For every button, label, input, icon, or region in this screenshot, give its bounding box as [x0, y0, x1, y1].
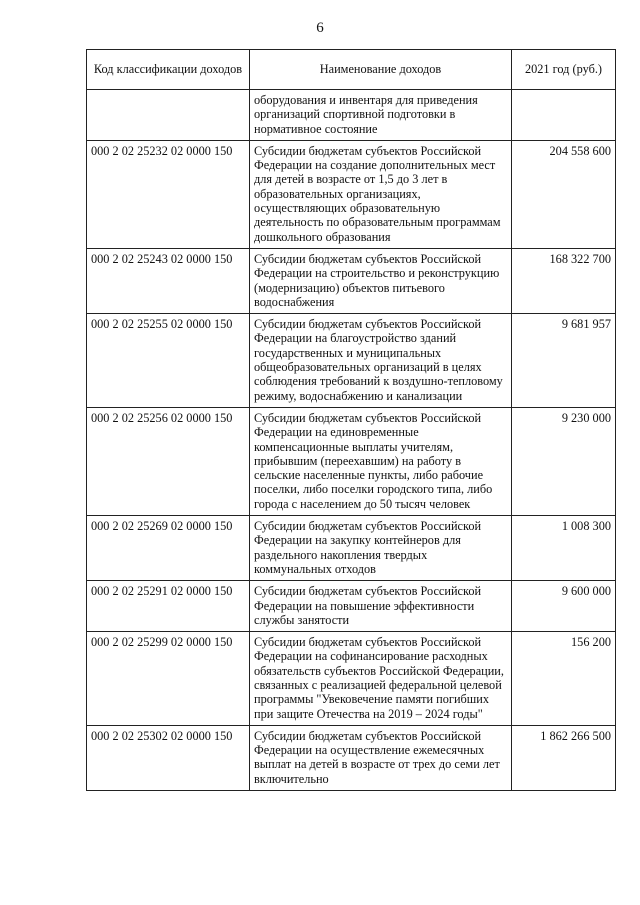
row-code: 000 2 02 25232 02 0000 150	[87, 140, 250, 248]
row-amount: 156 200	[512, 632, 616, 726]
row-name: Субсидии бюджетам субъектов Российской Федерации на осуществление ежемесячных выплат на детей в возрасте от трех до семи лет включительно	[250, 725, 512, 790]
row-name: Субсидии бюджетам субъектов Российской Федерации на единовременные компенсационные выплаты учителям, прибывшим (переехавшим) на работу в сельские населенные пункты, либо рабочие поселки, либо поселки городского типа, либо города с населением до 50 тысяч человек	[250, 407, 512, 515]
table-row	[87, 314, 616, 408]
table-row	[87, 632, 616, 726]
header-name: Наименование доходов	[250, 50, 512, 90]
table-row	[87, 248, 616, 313]
row-name: оборудования и инвентаря для приведения организаций спортивной подготовки в нормативное состояние	[250, 90, 512, 141]
header-code: Код классификации доходов	[87, 50, 250, 90]
table-row	[87, 725, 616, 790]
revenue-table	[86, 49, 616, 791]
row-name: Субсидии бюджетам субъектов Российской Федерации на благоустройство зданий государственных и муниципальных общеобразовательных организаций в целях соблюдения требований к воздушно-тепловому режиму, водоснабжению и канализации	[250, 314, 512, 408]
row-amount	[512, 90, 616, 141]
row-amount: 204 558 600	[512, 140, 616, 248]
row-code: 000 2 02 25291 02 0000 150	[87, 581, 250, 632]
row-amount: 168 322 700	[512, 248, 616, 313]
row-name: Субсидии бюджетам субъектов Российской Федерации на создание дополнительных мест для детей в возрасте от 1,5 до 3 лет в образовательных организациях, осуществляющих образовательную деятельность по образовательным программам дошкольного образования	[250, 140, 512, 248]
table-row	[87, 407, 616, 515]
row-amount: 1 862 266 500	[512, 725, 616, 790]
row-name: Субсидии бюджетам субъектов Российской Федерации на повышение эффективности службы занятости	[250, 581, 512, 632]
row-code: 000 2 02 25256 02 0000 150	[87, 407, 250, 515]
row-amount: 9 600 000	[512, 581, 616, 632]
page-number: 6	[316, 20, 324, 36]
table-row	[87, 90, 616, 141]
row-code: 000 2 02 25299 02 0000 150	[87, 632, 250, 726]
row-name: Субсидии бюджетам субъектов Российской Федерации на закупку контейнеров для раздельного накопления твердых коммунальных отходов	[250, 516, 512, 581]
row-code: 000 2 02 25243 02 0000 150	[87, 248, 250, 313]
row-code	[87, 90, 250, 141]
row-amount: 9 230 000	[512, 407, 616, 515]
row-code: 000 2 02 25269 02 0000 150	[87, 516, 250, 581]
row-amount: 1 008 300	[512, 516, 616, 581]
table-row	[87, 581, 616, 632]
table-row	[87, 516, 616, 581]
table-header-row	[87, 50, 616, 90]
row-name: Субсидии бюджетам субъектов Российской Федерации на софинансирование расходных обязательств субъектов Российской Федерации, связанных с реализацией федеральной целевой программы "Увековечение памяти погибших при защите Отечества на 2019 – 2024 годы"	[250, 632, 512, 726]
row-name: Субсидии бюджетам субъектов Российской Федерации на строительство и реконструкцию (модернизацию) объектов питьевого водоснабжения	[250, 248, 512, 313]
table-row	[87, 140, 616, 248]
header-amount: 2021 год (руб.)	[512, 50, 616, 90]
row-code: 000 2 02 25255 02 0000 150	[87, 314, 250, 408]
row-amount: 9 681 957	[512, 314, 616, 408]
row-code: 000 2 02 25302 02 0000 150	[87, 725, 250, 790]
